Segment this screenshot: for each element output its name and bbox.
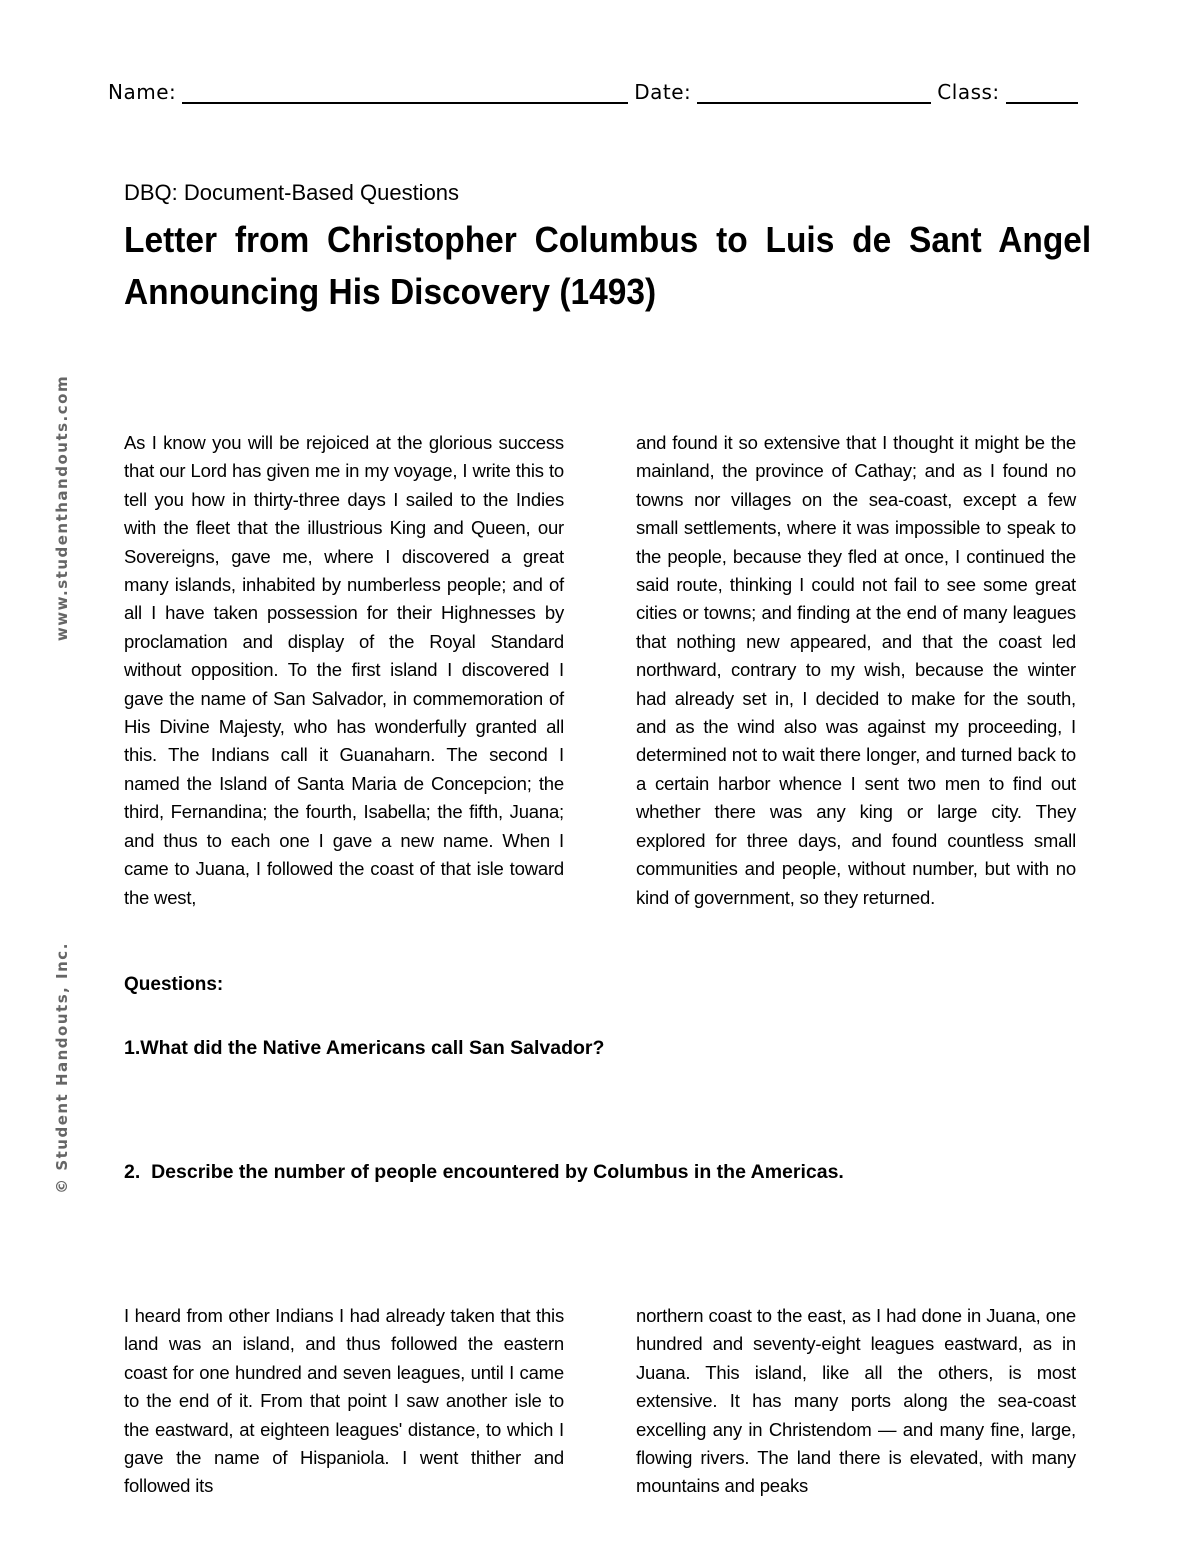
date-label: Date: — [634, 80, 692, 104]
passage-2-right-column: northern coast to the east, as I had done in Juana, one hundred and seventy-eight leagues eastward, as in Juana. This island, like all the others, is most extensive. It has many ports along the sea-coast excelling any in Christendom — and many fine, large, flowing rivers. The land there is elevated, with many mountains and peaks — [636, 1305, 1076, 1497]
question-2: 2. Describe the number of people encountered by Columbus in the Americas. — [124, 1161, 844, 1183]
name-blank[interactable] — [182, 78, 628, 104]
passage-1-right-column: and found it so extensive that I thought it might be the mainland, the province of Cathay; and as I found no towns nor villages on the sea-coast, except a few small settlements, where it was impossible to speak to the people, because they fled at once, I continued the said route, thinking I could not fail to see some great cities or towns; and finding at the end of many leagues that nothing new appeared, and that the coast led northward, contrary to my wish, because the winter had already set in, I decided to make for the south, and as the wind also was against my proceeding, I determined not to wait there longer, and turned back to a certain harbor whence I sent two men to find out whether there was any king or large city. They explored for three days, and found countless small communities and people, without number, but with no kind of government, so they returned. — [636, 432, 1076, 908]
passage-1-left-column: As I know you will be rejoiced at the glorious success that our Lord has given me in my voyage, I write this to tell you how in thirty-three days I sailed to the Indies with the fleet that the illustrious King and Queen, our Sovereigns, gave me, where I discovered a great many islands, inhabited by numberless people; and of all I have taken possession for their Highnesses by proclamation and display of the Royal Standard without opposition. To the first island I discovered I gave the name of San Salvador, in commemoration of His Divine Majesty, who has wonderfully granted all this. The Indians call it Guanaharn. The second I named the Island of Santa Maria de Concepcion; the third, Fernandina; the fourth, Isabella; the fifth, Juana; and thus to each one I gave a new name. When I came to Juana, I followed the coast of that isle toward the west, — [124, 432, 564, 908]
passage-2-left-column: I heard from other Indians I had already taken that this land was an island, and thus followed the eastern coast for one hundred and seven leagues, until I came to the end of it. From that point I saw another isle to the eastward, at eighteen leagues' distance, to which I gave the name of Hispaniola. I went thither and followed its — [124, 1305, 564, 1497]
name-label: Name: — [108, 80, 177, 104]
student-info-header — [108, 70, 1092, 104]
website-watermark: www.studenthandouts.com — [53, 374, 71, 642]
date-blank[interactable] — [697, 78, 931, 104]
question-1: 1.What did the Native Americans call San Salvador? — [124, 1037, 605, 1059]
class-blank[interactable] — [1006, 78, 1078, 104]
copyright-watermark: © Student Handouts, Inc. — [53, 942, 71, 1194]
dbq-label: DBQ: Document-Based Questions — [124, 180, 460, 205]
document-title: Letter from Christopher Columbus to Luis de Sant Angel Announcing His Discovery (1493) — [124, 219, 1092, 312]
questions-heading: Questions: — [124, 974, 224, 995]
class-label: Class: — [937, 80, 1000, 104]
